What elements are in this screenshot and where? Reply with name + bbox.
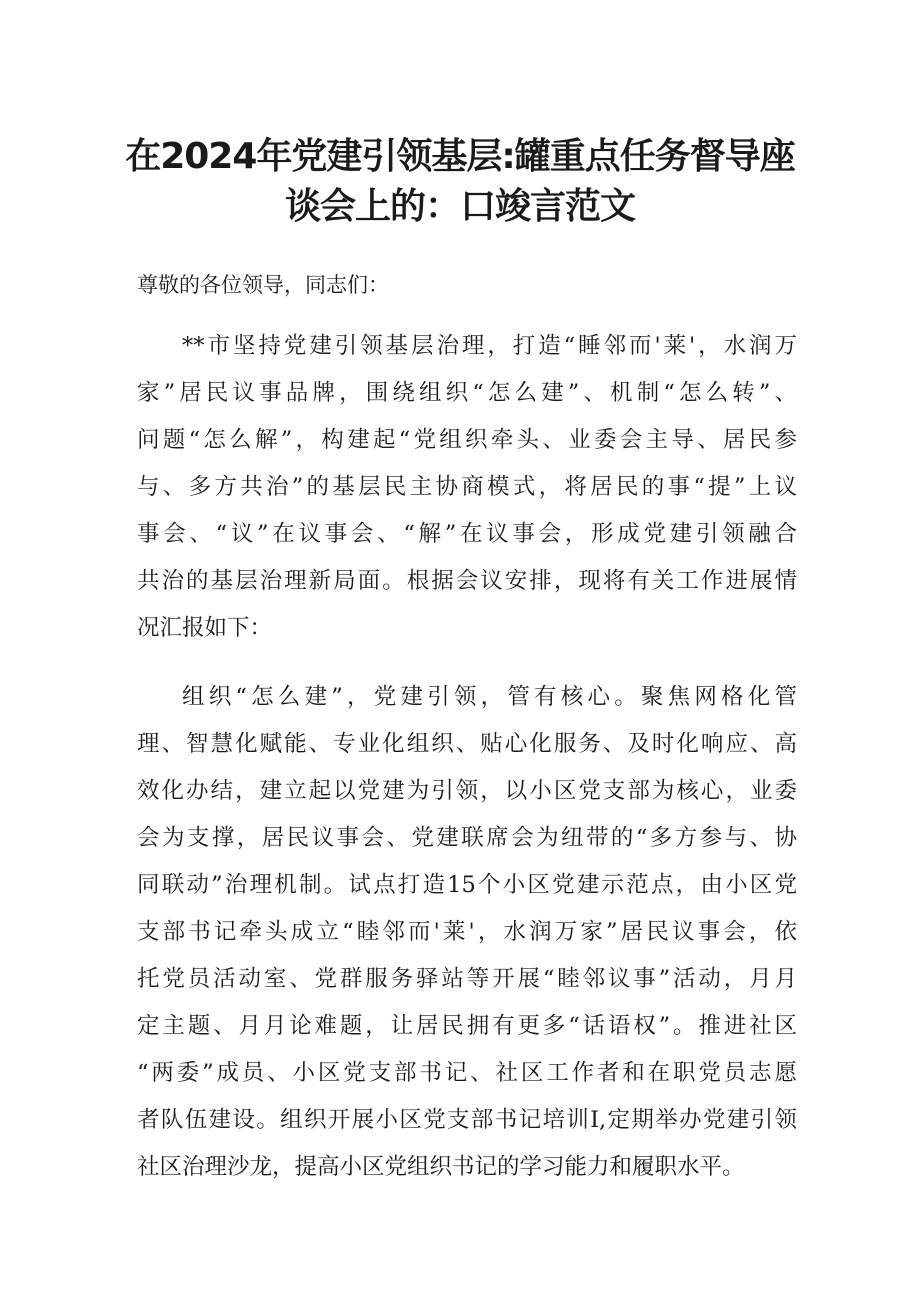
paragraph-1-line: 共治的基层治理新局面。根据会议安排，现将有关工作进展情 <box>137 568 797 594</box>
paragraph-1-line: 事会、“议”在议事会、“解”在议事会，形成党建引领融合 <box>137 521 797 547</box>
paragraph-2-line: “两委”成员、小区党支部书记、社区工作者和在职党员志愿 <box>137 1060 797 1086</box>
paragraph-2 <box>137 674 797 1191</box>
paragraph-2-line: 效化办结，建立起以党建为引领，以小区党支部为核心，业委 <box>137 778 797 804</box>
paragraph-1-line: 况汇报如下： <box>137 615 273 641</box>
document-title-line-2: 谈会上的：口竣言范文 <box>284 186 635 227</box>
paragraph-2-line: 理、智慧化赋能、专业化组织、贴心化服务、及时化响应、高 <box>137 731 797 757</box>
paragraph-2-line: 支部书记牵头成立“睦邻而'莱'，水润万家”居民议事会，依 <box>137 919 797 945</box>
salutation: 尊敬的各位领导，同志们： <box>137 273 389 297</box>
paragraph-2-line: 同联动”治理机制。试点打造15个小区党建示范点，由小区党 <box>137 872 797 898</box>
paragraph-1-line: **市坚持党建引领基层治理，打造“睡邻而'莱'，水润万 <box>182 333 797 359</box>
paragraph-2-line: 组织“怎么建”，党建引领，管有核心。聚焦网格化管 <box>182 684 797 710</box>
paragraph-2-line: 定主题、月月论难题，让居民拥有更多“话语权”。推进社区 <box>137 1013 797 1039</box>
paragraph-1-line: 家”居民议事品牌，围绕组织“怎么建”、机制“怎么转”、 <box>137 380 797 406</box>
paragraph-2-line: 会为支撑，居民议事会、党建联席会为纽带的“多方参与、协 <box>137 825 797 851</box>
paragraph-2-line: 者队伍建设。组织开展小区党支部书记培训I,定期举办党建引领 <box>137 1107 797 1133</box>
paragraph-1-line: 与、多方共治”的基层民主协商模式，将居民的事“提”上议 <box>137 474 797 500</box>
document-title-line-1: 在2024年党建引领基层:罐重点任务督导座 <box>125 136 795 177</box>
paragraph-2-line: 托党员活动室、党群服务驿站等开展“睦邻议事”活动，月月 <box>137 966 797 992</box>
paragraph-2-line: 社区治理沙龙，提高小区党组织书记的学习能力和履职水平。 <box>137 1154 745 1180</box>
paragraph-1 <box>137 323 797 652</box>
paragraph-1-line: 问题“怎么解”，构建起“党组织牵头、业委会主导、居民参 <box>137 427 797 453</box>
